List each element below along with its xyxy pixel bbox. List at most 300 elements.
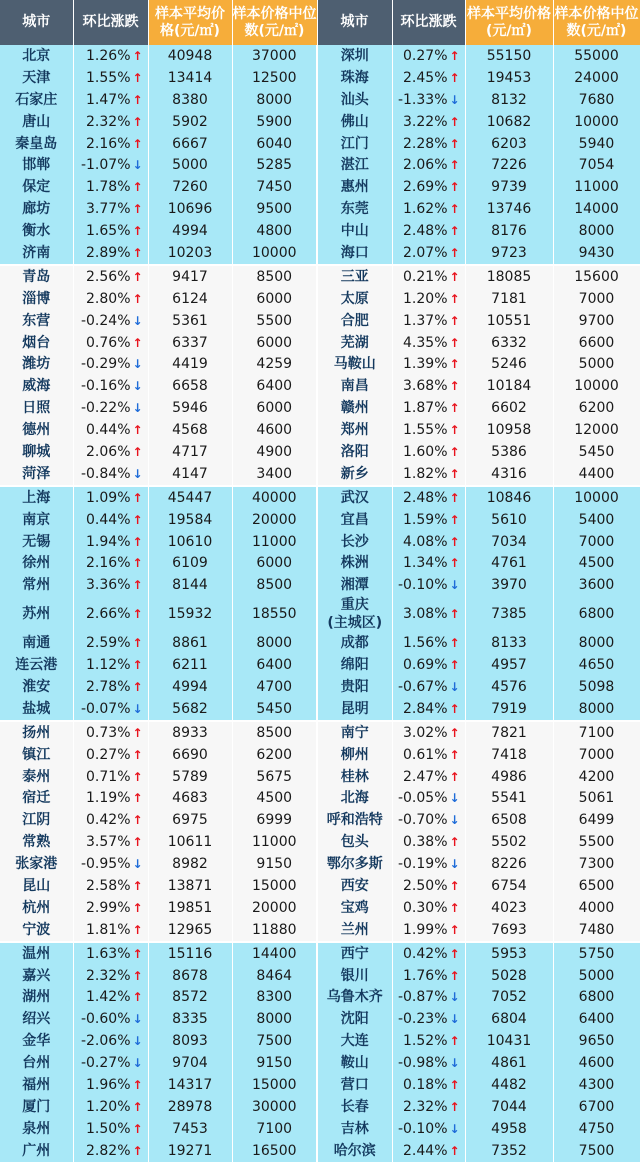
median-price: 6400 <box>232 375 317 397</box>
table-row <box>0 744 640 766</box>
median-price: 3400 <box>232 463 317 486</box>
change-value <box>392 419 465 441</box>
arrow-up-icon: ↑ <box>449 747 460 762</box>
change-text: 3.57% <box>86 834 131 851</box>
avg-price: 18085 <box>465 265 553 288</box>
arrow-down-icon: ↓ <box>132 857 143 872</box>
avg-price: 5386 <box>465 441 553 463</box>
median-price: 7500 <box>232 1030 317 1052</box>
median-price: 8300 <box>232 987 317 1009</box>
change-text: -0.07% <box>80 700 131 717</box>
median-price: 8500 <box>232 265 317 288</box>
avg-price: 10184 <box>465 375 553 397</box>
avg-price: 7418 <box>465 744 553 766</box>
city-name: 惠州 <box>317 176 392 198</box>
avg-price: 6508 <box>465 809 553 831</box>
city-name: 新乡 <box>317 463 392 486</box>
table-row <box>0 486 640 509</box>
avg-price: 10611 <box>148 831 232 853</box>
avg-price: 4986 <box>465 766 553 788</box>
median-price: 5285 <box>232 154 317 176</box>
city-name: 鄂尔多斯 <box>317 853 392 875</box>
change-value <box>73 133 148 155</box>
median-price: 11880 <box>232 919 317 942</box>
city-name: 深圳 <box>317 45 392 67</box>
arrow-up-icon: ↑ <box>132 245 143 260</box>
city-name: 包头 <box>317 831 392 853</box>
city-name: 成都 <box>317 632 392 654</box>
median-price: 6499 <box>553 809 640 831</box>
avg-price: 4568 <box>148 419 232 441</box>
median-price: 4600 <box>232 419 317 441</box>
avg-price: 8861 <box>148 632 232 654</box>
city-name: 唐山 <box>0 111 73 133</box>
change-text: -0.24% <box>80 312 131 329</box>
change-value <box>73 987 148 1009</box>
avg-price: 8678 <box>148 965 232 987</box>
table-row <box>0 654 640 676</box>
change-value <box>392 965 465 987</box>
arrow-up-icon: ↑ <box>449 48 460 63</box>
avg-price: 6667 <box>148 133 232 155</box>
city-name: 日照 <box>0 397 73 419</box>
table-row <box>0 288 640 310</box>
avg-price: 6754 <box>465 875 553 897</box>
change-text: 1.59% <box>403 511 448 528</box>
change-value <box>73 220 148 242</box>
avg-price: 7226 <box>465 154 553 176</box>
avg-price: 10682 <box>465 111 553 133</box>
avg-price: 4994 <box>148 676 232 698</box>
city-name: 柳州 <box>317 744 392 766</box>
median-price: 6700 <box>553 1096 640 1118</box>
median-price: 5450 <box>232 698 317 721</box>
median-price: 6800 <box>553 987 640 1009</box>
table-row <box>0 698 640 721</box>
change-text: 1.34% <box>403 555 448 572</box>
change-text: -0.05% <box>397 790 448 807</box>
table-row <box>0 111 640 133</box>
city-name: 呼和浩特 <box>317 809 392 831</box>
avg-price: 10958 <box>465 419 553 441</box>
change-text: 1.60% <box>403 443 448 460</box>
median-price: 7000 <box>553 288 640 310</box>
avg-price: 13871 <box>148 875 232 897</box>
header-median-price: 样本价格中位数(元/㎡) <box>232 0 317 45</box>
table-row <box>0 766 640 788</box>
city-name: 汕头 <box>317 89 392 111</box>
avg-price: 6804 <box>465 1008 553 1030</box>
city-name: 无锡 <box>0 531 73 553</box>
change-value <box>392 310 465 332</box>
city-name: 海口 <box>317 242 392 265</box>
change-value <box>73 1052 148 1074</box>
avg-price: 6337 <box>148 332 232 354</box>
avg-price: 19271 <box>148 1140 232 1162</box>
city-name: 威海 <box>0 375 73 397</box>
arrow-up-icon: ↑ <box>449 357 460 372</box>
median-price: 6200 <box>553 397 640 419</box>
change-text: 0.69% <box>403 657 448 674</box>
avg-price: 6658 <box>148 375 232 397</box>
change-value <box>392 766 465 788</box>
city-name: 合肥 <box>317 310 392 332</box>
avg-price: 15932 <box>148 596 232 632</box>
arrow-up-icon: ↑ <box>132 791 143 806</box>
avg-price: 7693 <box>465 919 553 942</box>
arrow-up-icon: ↑ <box>132 269 143 284</box>
table-row <box>0 809 640 831</box>
change-text: 2.82% <box>86 1142 131 1159</box>
city-name: 江阴 <box>0 809 73 831</box>
city-name: 石家庄 <box>0 89 73 111</box>
change-value <box>392 788 465 810</box>
change-text: 1.20% <box>86 1098 131 1115</box>
change-value <box>73 875 148 897</box>
median-price: 8500 <box>232 721 317 744</box>
table-row <box>0 1118 640 1140</box>
avg-price: 8380 <box>148 89 232 111</box>
change-value <box>392 654 465 676</box>
median-price: 7450 <box>232 176 317 198</box>
header-city: 城市 <box>317 0 392 45</box>
median-price: 12500 <box>232 67 317 89</box>
change-text: 2.50% <box>403 878 448 894</box>
table-row <box>0 897 640 919</box>
table-row <box>0 676 640 698</box>
change-text: 1.55% <box>86 69 131 86</box>
change-value <box>73 897 148 919</box>
change-text: 2.47% <box>403 768 448 785</box>
change-value <box>392 111 465 133</box>
median-price: 7000 <box>553 531 640 553</box>
change-text: 1.39% <box>403 356 448 373</box>
change-value <box>73 397 148 419</box>
change-text: 2.89% <box>86 244 131 261</box>
arrow-up-icon: ↑ <box>449 114 460 129</box>
median-price: 7100 <box>232 1118 317 1140</box>
change-text: 0.30% <box>403 899 448 916</box>
change-text: 3.36% <box>86 577 131 594</box>
change-value <box>73 744 148 766</box>
change-value <box>73 965 148 987</box>
change-text: -1.07% <box>80 157 131 174</box>
table-row <box>0 89 640 111</box>
median-price: 5000 <box>553 965 640 987</box>
arrow-up-icon: ↑ <box>449 968 460 983</box>
change-text: 1.82% <box>403 465 448 482</box>
table-row <box>0 531 640 553</box>
city-name: 沈阳 <box>317 1008 392 1030</box>
city-name: 烟台 <box>0 332 73 354</box>
city-name: 厦门 <box>0 1096 73 1118</box>
table-row <box>0 375 640 397</box>
arrow-up-icon: ↑ <box>132 512 143 527</box>
change-text: 1.87% <box>403 400 448 417</box>
change-value <box>392 942 465 965</box>
median-price: 6040 <box>232 133 317 155</box>
arrow-up-icon: ↑ <box>132 900 143 915</box>
city-name: 哈尔滨 <box>317 1140 392 1162</box>
city-name: 济南 <box>0 242 73 265</box>
avg-price: 40948 <box>148 45 232 67</box>
avg-price: 5246 <box>465 353 553 375</box>
change-text: -0.23% <box>397 1011 448 1028</box>
avg-price: 4761 <box>465 552 553 574</box>
change-value <box>73 310 148 332</box>
change-value <box>392 441 465 463</box>
city-name: 桂林 <box>317 766 392 788</box>
arrow-up-icon: ↑ <box>132 747 143 762</box>
median-price: 5940 <box>553 133 640 155</box>
change-text: -0.10% <box>397 577 448 594</box>
avg-price: 19584 <box>148 509 232 531</box>
arrow-up-icon: ↑ <box>449 335 460 350</box>
city-name: 秦皇岛 <box>0 133 73 155</box>
median-price: 7054 <box>553 154 640 176</box>
avg-price: 8132 <box>465 89 553 111</box>
change-text: 1.94% <box>86 533 131 550</box>
arrow-down-icon: ↓ <box>132 466 143 481</box>
change-text: 4.08% <box>403 533 448 550</box>
city-name: 湛江 <box>317 154 392 176</box>
median-price: 55000 <box>553 45 640 67</box>
change-value <box>392 89 465 111</box>
avg-price: 4316 <box>465 463 553 486</box>
table-row <box>0 509 640 531</box>
arrow-up-icon: ↑ <box>449 202 460 217</box>
median-price: 6400 <box>232 654 317 676</box>
change-text: -0.16% <box>80 378 131 395</box>
header-row <box>0 0 640 45</box>
median-price: 9430 <box>553 242 640 265</box>
city-name: 台州 <box>0 1052 73 1074</box>
table-body <box>0 45 640 1162</box>
arrow-up-icon: ↑ <box>449 180 460 195</box>
table-row <box>0 133 640 155</box>
city-name: 中山 <box>317 220 392 242</box>
median-price: 8464 <box>232 965 317 987</box>
change-value <box>73 853 148 875</box>
arrow-down-icon: ↓ <box>449 1012 460 1027</box>
change-value <box>73 552 148 574</box>
table-row <box>0 353 640 375</box>
avg-price: 4861 <box>465 1052 553 1074</box>
change-value <box>392 353 465 375</box>
arrow-up-icon: ↑ <box>449 769 460 784</box>
change-value <box>73 441 148 463</box>
change-value <box>392 676 465 698</box>
arrow-up-icon: ↑ <box>449 245 460 260</box>
table-row <box>0 45 640 67</box>
arrow-up-icon: ↑ <box>449 534 460 549</box>
change-value <box>392 45 465 67</box>
arrow-up-icon: ↑ <box>449 158 460 173</box>
change-text: -0.10% <box>397 1120 448 1137</box>
arrow-up-icon: ↑ <box>132 968 143 983</box>
median-price: 18550 <box>232 596 317 632</box>
arrow-down-icon: ↓ <box>449 679 460 694</box>
change-value <box>73 596 148 632</box>
median-price: 5450 <box>553 441 640 463</box>
median-price: 4400 <box>553 463 640 486</box>
avg-price: 6109 <box>148 552 232 574</box>
arrow-up-icon: ↑ <box>449 1143 460 1158</box>
arrow-up-icon: ↑ <box>132 70 143 85</box>
arrow-up-icon: ↑ <box>449 1078 460 1093</box>
median-price: 9650 <box>553 1030 640 1052</box>
change-value <box>73 154 148 176</box>
city-name: 南京 <box>0 509 73 531</box>
change-text: 3.02% <box>403 724 448 741</box>
median-price: 6000 <box>232 397 317 419</box>
avg-price: 4023 <box>465 897 553 919</box>
avg-price: 19453 <box>465 67 553 89</box>
change-value <box>392 809 465 831</box>
avg-price: 9723 <box>465 242 553 265</box>
change-value <box>73 89 148 111</box>
city-name: 宜昌 <box>317 509 392 531</box>
median-price: 5400 <box>553 509 640 531</box>
arrow-up-icon: ↑ <box>132 922 143 937</box>
change-text: 1.99% <box>403 921 448 938</box>
median-price: 7680 <box>553 89 640 111</box>
arrow-up-icon: ↑ <box>132 835 143 850</box>
change-value <box>392 897 465 919</box>
arrow-up-icon: ↑ <box>449 658 460 673</box>
median-price: 11000 <box>232 831 317 853</box>
avg-price: 5502 <box>465 831 553 853</box>
avg-price: 4958 <box>465 1118 553 1140</box>
change-value <box>73 654 148 676</box>
arrow-up-icon: ↑ <box>449 835 460 850</box>
arrow-up-icon: ↑ <box>449 136 460 151</box>
change-value <box>392 552 465 574</box>
avg-price: 8133 <box>465 632 553 654</box>
arrow-up-icon: ↑ <box>449 636 460 651</box>
table-row <box>0 721 640 744</box>
change-value <box>392 220 465 242</box>
city-name: 常州 <box>0 574 73 596</box>
city-name: 泉州 <box>0 1118 73 1140</box>
city-name: 湘潭 <box>317 574 392 596</box>
change-value <box>73 698 148 721</box>
avg-price: 10551 <box>465 310 553 332</box>
change-value <box>73 721 148 744</box>
avg-price: 4994 <box>148 220 232 242</box>
change-value <box>392 831 465 853</box>
arrow-down-icon: ↓ <box>132 158 143 173</box>
median-price: 5500 <box>232 310 317 332</box>
table-row <box>0 154 640 176</box>
change-value <box>392 176 465 198</box>
arrow-up-icon: ↑ <box>132 607 143 622</box>
avg-price: 7453 <box>148 1118 232 1140</box>
avg-price: 7044 <box>465 1096 553 1118</box>
avg-price: 6203 <box>465 133 553 155</box>
median-price: 8000 <box>232 89 317 111</box>
change-text: 0.42% <box>403 945 448 962</box>
city-name: 赣州 <box>317 397 392 419</box>
change-text: 2.48% <box>403 489 448 506</box>
change-value <box>73 809 148 831</box>
change-text: 1.81% <box>86 921 131 938</box>
table-row <box>0 441 640 463</box>
city-name: 淄博 <box>0 288 73 310</box>
median-price: 7500 <box>553 1140 640 1162</box>
change-value <box>73 1074 148 1096</box>
median-price: 4200 <box>553 766 640 788</box>
arrow-up-icon: ↑ <box>449 900 460 915</box>
avg-price: 5000 <box>148 154 232 176</box>
table-row <box>0 875 640 897</box>
city-name: 聊城 <box>0 441 73 463</box>
arrow-up-icon: ↑ <box>449 423 460 438</box>
median-price: 6000 <box>232 332 317 354</box>
change-text: -0.87% <box>397 989 448 1006</box>
change-text: 2.59% <box>86 635 131 652</box>
change-value <box>392 242 465 265</box>
city-name: 扬州 <box>0 721 73 744</box>
arrow-up-icon: ↑ <box>449 1099 460 1114</box>
change-text: 0.42% <box>86 812 131 829</box>
table-row <box>0 831 640 853</box>
city-name: 乌鲁木齐 <box>317 987 392 1009</box>
median-price: 7100 <box>553 721 640 744</box>
change-value <box>392 288 465 310</box>
arrow-up-icon: ↑ <box>132 879 143 893</box>
change-text: 1.78% <box>86 179 131 196</box>
change-value <box>392 1096 465 1118</box>
city-name: 洛阳 <box>317 441 392 463</box>
city-name: 北京 <box>0 45 73 67</box>
median-price: 9150 <box>232 1052 317 1074</box>
change-value <box>392 154 465 176</box>
city-name: 连云港 <box>0 654 73 676</box>
change-text: 0.27% <box>86 746 131 763</box>
change-value <box>73 463 148 486</box>
change-value <box>73 942 148 965</box>
arrow-up-icon: ↑ <box>449 946 460 961</box>
change-value <box>392 987 465 1009</box>
avg-price: 55150 <box>465 45 553 67</box>
change-text: 1.96% <box>86 1077 131 1094</box>
change-value <box>392 463 465 486</box>
median-price: 5750 <box>553 942 640 965</box>
median-price: 8500 <box>232 574 317 596</box>
median-price: 5675 <box>232 766 317 788</box>
change-text: 1.52% <box>403 1033 448 1050</box>
median-price: 4000 <box>553 897 640 919</box>
change-value <box>73 486 148 509</box>
median-price: 4750 <box>553 1118 640 1140</box>
median-price: 14000 <box>553 198 640 220</box>
table-row <box>0 574 640 596</box>
median-price: 4900 <box>232 441 317 463</box>
median-price: 6999 <box>232 809 317 831</box>
header-avg-price: 样本平均价格(元/㎡) <box>148 0 232 45</box>
avg-price: 5028 <box>465 965 553 987</box>
change-value <box>73 1140 148 1162</box>
table-row <box>0 419 640 441</box>
change-value <box>392 875 465 897</box>
city-name: 西宁 <box>317 942 392 965</box>
arrow-up-icon: ↑ <box>132 423 143 438</box>
city-name: 太原 <box>317 288 392 310</box>
arrow-down-icon: ↓ <box>132 1012 143 1027</box>
arrow-up-icon: ↑ <box>132 769 143 784</box>
change-text: -0.60% <box>80 1011 131 1028</box>
